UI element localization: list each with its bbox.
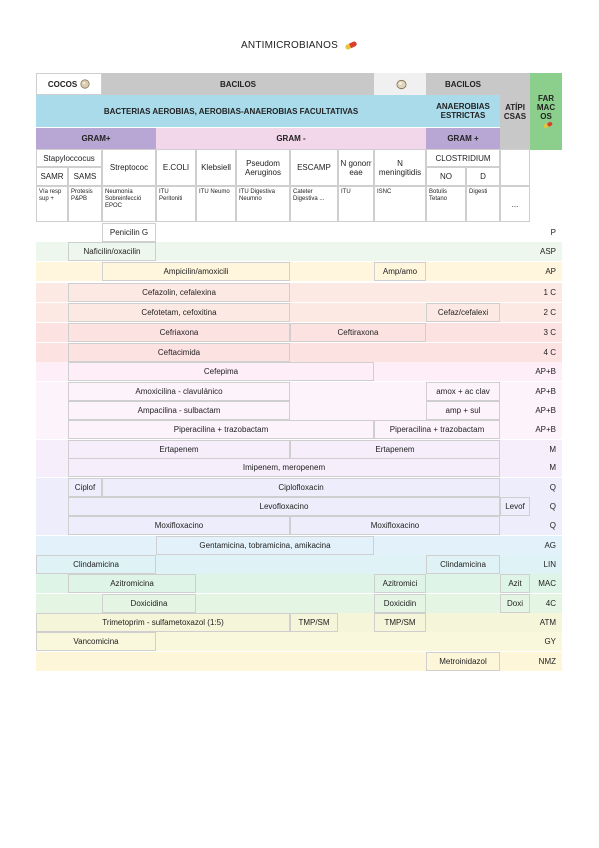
drug-cell-text: Cefaz/cefalexi: [437, 308, 489, 317]
drug-cell: [68, 323, 290, 342]
drug-class-label: [530, 632, 562, 651]
bacillus-icon: [396, 79, 407, 90]
header-aerobias: [36, 95, 426, 127]
header-streptococ: [102, 149, 156, 186]
drug-cell: [290, 440, 500, 459]
header-no-text: NO: [440, 172, 452, 181]
drug-cell-text: Azit: [508, 579, 522, 588]
header-d-text: D: [480, 172, 486, 181]
drug-class-label: [530, 458, 562, 477]
drug-class-label-text: 1 C: [543, 288, 556, 297]
header-gram-pos-2: [426, 128, 500, 149]
drug-class-label-text: LIN: [543, 560, 556, 569]
drug-class-label: [530, 303, 562, 322]
header-pseudom-text: Pseudom Aeruginos: [244, 158, 282, 177]
drug-cell: [102, 478, 500, 497]
drug-cell: [374, 594, 426, 613]
drug-cell: [68, 382, 290, 401]
infection-no-text: Botulis Tetano: [429, 189, 448, 202]
drug-class-label: [530, 323, 562, 342]
drug-class-label-text: AG: [544, 541, 556, 550]
drug-cell-text: Cefepima: [203, 367, 239, 376]
drug-cell: [426, 382, 500, 401]
header-escamp-text: ESCAMP: [297, 163, 331, 172]
drug-cell-text: Moxifloxacino: [154, 521, 204, 530]
drug-class-label-text: AP+B: [535, 425, 556, 434]
title-text: ANTIMICROBIANOS: [241, 40, 338, 51]
drug-cell-text: Trimetoprim - sulfametoxazol (1:5): [102, 618, 224, 627]
drug-cell-text: Clindamicina: [73, 560, 119, 569]
infection-no: [426, 186, 466, 222]
header-clostridium-text: CLOSTRIDIUM: [435, 153, 491, 163]
drug-cell-text: Ertapenem: [159, 445, 199, 454]
header-n-gonorr-text: N gonorr eae: [340, 158, 372, 177]
drug-cell: [290, 323, 426, 342]
drug-cell: [68, 516, 290, 535]
header-escamp: [290, 149, 338, 186]
drug-class-label-text: AP+B: [535, 406, 556, 415]
drug-cell-text: Levof: [505, 502, 525, 511]
drug-cell-text: Levofloxacino: [259, 502, 309, 511]
drug-cell: [102, 223, 156, 242]
drug-class-label: [530, 223, 562, 242]
drug-cell: [500, 574, 530, 593]
infection-nmen-text: ISNC: [377, 189, 392, 195]
drug-cell-text: TMP/SM: [298, 618, 330, 627]
drug-cell-text: Doxi: [506, 599, 523, 608]
drug-cell-text: Ampacilina - sulbactam: [137, 406, 221, 415]
infection-escamp-text: Cateter Digestiva ...: [293, 189, 325, 202]
header-anaerobias-text: ANAEROBIAS ESTRICTAS: [436, 102, 490, 120]
header-bacilos-2-text: BACILOS: [445, 79, 481, 89]
header-klebsiell: [196, 149, 236, 186]
header-d: [466, 167, 500, 186]
header-samr: [36, 167, 68, 186]
drug-class-label-text: ASP: [539, 247, 556, 256]
header-bacilos-2: [426, 73, 500, 95]
header-farmacos: [530, 73, 562, 150]
drug-cell-text: Clindamicina: [440, 560, 486, 569]
header-staphylococcus: [36, 149, 102, 167]
infection-ngon-text: ITU: [341, 189, 351, 195]
infection-samr: [36, 186, 68, 222]
header-cocos-text: COCOS: [47, 79, 78, 89]
header-staphylococcus-text: Stapyloccocus: [43, 153, 95, 163]
drug-class-label: [530, 594, 562, 613]
header-gram-neg: [156, 128, 426, 149]
drug-cell: [68, 478, 102, 497]
drug-class-label-text: Q: [549, 483, 556, 492]
drug-class-label-text: M: [549, 445, 556, 454]
drug-cell: [36, 555, 156, 574]
drug-class-label: [530, 420, 562, 439]
drug-class-label: [530, 516, 562, 535]
header-atipicas-text: ATÍPI CSAS: [503, 102, 527, 121]
drug-cell-text: Ampicilin/amoxicili: [163, 267, 229, 276]
drug-class-label-text: AP+B: [535, 367, 556, 376]
drug-cell: [68, 497, 500, 516]
header-gram-pos-1-text: GRAM+: [81, 134, 111, 143]
infection-pseud-text: ITU Digestiva Neumno: [239, 189, 276, 202]
drug-class-label-text: 4 C: [543, 348, 556, 357]
header-atip-empty: [500, 149, 530, 186]
drug-cell-text: Amoxicilina - clavulánico: [135, 387, 223, 396]
infection-atipicas: [500, 186, 530, 222]
drug-cell: [156, 536, 374, 555]
infection-ecoli: [156, 186, 196, 222]
header-samr-text: SAMR: [40, 172, 64, 181]
drug-cell-text: Metroinidazol: [439, 657, 487, 666]
drug-cell: [374, 613, 426, 632]
infection-strep-text: Neumonía Sobreinfecció EPOC: [105, 189, 142, 209]
drug-cell-text: amp + sul: [445, 406, 481, 415]
drug-class-label-text: Q: [549, 521, 556, 530]
header-n-mening-text: N meningitidis: [378, 158, 422, 177]
drug-cell: [68, 362, 374, 381]
drug-class-label-text: P: [550, 228, 556, 237]
drug-cell-text: Piperacilina + trazobactam: [173, 425, 269, 434]
drug-cell-text: Naficilin/oxacilin: [83, 247, 141, 256]
drug-cell: [290, 516, 500, 535]
infection-sams-text: Protesis P&PB: [71, 189, 93, 202]
drug-class-label: [530, 555, 562, 574]
drug-class-label-text: 4C: [545, 599, 556, 608]
infection-ecoli-text: ITU Peritoniti: [159, 189, 183, 202]
drug-cell-text: Imipenem, meropenem: [242, 463, 326, 472]
drug-cell-text: Azitromicina: [110, 579, 154, 588]
drug-cell-text: TMP/SM: [384, 618, 416, 627]
drug-cell-text: Gentamicina, tobramicina, amikacina: [199, 541, 331, 550]
header-sams: [68, 167, 102, 186]
infection-kleb-text: ITU Neumo: [199, 189, 230, 195]
drug-class-label-text: AP: [545, 267, 556, 276]
drug-cell-text: Piperacilina + trazobactam: [389, 425, 485, 434]
drug-cell: [36, 632, 156, 651]
drug-cell-text: Amp/amo: [382, 267, 418, 276]
drug-cell: [426, 401, 500, 420]
drug-cell: [500, 594, 530, 613]
drug-cell-text: Doxicidin: [383, 599, 417, 608]
drug-cell: [68, 303, 290, 322]
drug-cell-text: Cefotetam, cefoxitina: [141, 308, 217, 317]
drug-cell-text: Doxicidina: [130, 599, 168, 608]
header-gram-neg-text: GRAM -: [276, 134, 306, 143]
drug-cell-text: Ceftiraxona: [337, 328, 379, 337]
drug-cell-text: Ciplofloxacin: [278, 483, 324, 492]
drug-cell-text: Azitromici: [382, 579, 418, 588]
header-sams-text: SAMS: [73, 172, 97, 181]
drug-class-label-text: GY: [544, 637, 556, 646]
infection-strep: [102, 186, 156, 222]
header-ecoli-text: E.COLI: [162, 163, 190, 172]
infection-samr-text: Vía resp sup +: [39, 189, 62, 202]
drug-cell: [374, 420, 500, 439]
header-bacilos-1: [102, 73, 374, 95]
drug-class-label-text: Q: [549, 502, 556, 511]
drug-cell-text: Ertapenem: [375, 445, 415, 454]
header-pseudom: [236, 149, 290, 186]
drug-class-label: [530, 497, 562, 516]
drug-cell: [68, 440, 290, 459]
drug-cell: [290, 613, 338, 632]
drug-cell: [68, 420, 374, 439]
drug-cell-text: Ceftacimida: [157, 348, 201, 357]
drug-cell: [374, 262, 426, 281]
header-farmacos-text: FAR MAC OS: [536, 94, 556, 121]
drug-cell-text: Penicilin G: [109, 228, 149, 237]
drug-cell: [374, 574, 426, 593]
drug-cell: [68, 242, 156, 261]
infection-atipicas-text: ...: [511, 199, 519, 209]
header-aerobias-text: BACTERIAS AEROBIAS, AEROBIAS-ANAEROBIAS FACULTATIVAS: [103, 106, 359, 116]
drug-cell-text: Vancomicina: [73, 637, 119, 646]
header-gram-pos-2-text: GRAM +: [447, 134, 479, 143]
drug-class-label: [530, 440, 562, 459]
pill-capsule-icon: [543, 121, 553, 129]
drug-class-label-text: NMZ: [538, 657, 556, 666]
drug-class-label-text: 2 C: [543, 308, 556, 317]
header-clostridium: [426, 149, 500, 167]
drug-class-label-text: 3 C: [543, 328, 556, 337]
drug-class-label: [530, 478, 562, 497]
drug-cell: [68, 283, 290, 302]
drug-cell-text: amox + ac clav: [436, 387, 490, 396]
drug-cell-text: Cefriaxona: [159, 328, 199, 337]
drug-class-label: [530, 574, 562, 593]
drug-class-label: [530, 343, 562, 362]
infection-kleb: [196, 186, 236, 222]
drug-cell: [102, 594, 196, 613]
drug-class-label-text: MAC: [538, 579, 556, 588]
drug-class-label: [530, 283, 562, 302]
drug-class-label: [530, 382, 562, 401]
drug-cell: [426, 303, 500, 322]
drug-cell: [68, 458, 500, 477]
infection-escamp: [290, 186, 338, 222]
header-gram-pos-1: [36, 128, 156, 149]
drug-cell: [102, 262, 290, 281]
drug-class-label: [530, 242, 562, 261]
drug-cell-text: Moxifloxacino: [370, 521, 420, 530]
drug-class-label: [530, 613, 562, 632]
drug-class-label: [530, 362, 562, 381]
header-bacilos-icon-cell: [374, 73, 426, 95]
coccus-icon: [80, 79, 90, 89]
drug-class-label-text: AP+B: [535, 387, 556, 396]
drug-cell-text: Ciplof: [74, 483, 96, 492]
header-n-mening: [374, 149, 426, 186]
infection-d-text: Digesti: [469, 189, 488, 195]
header-no: [426, 167, 466, 186]
drug-cell: [500, 497, 530, 516]
drug-cell: [426, 555, 500, 574]
header-streptococ-text: Streptococ: [109, 163, 149, 172]
drug-class-label: [530, 652, 562, 671]
header-anaerobias: [426, 95, 500, 127]
header-atipicas: [500, 73, 530, 150]
drug-cell: [68, 574, 196, 593]
infection-pseud: [236, 186, 290, 222]
drug-cell: [426, 652, 500, 671]
drug-cell-text: Cefazolin, cefalexina: [142, 288, 216, 297]
infection-nmen: [374, 186, 426, 222]
drug-cell: [36, 613, 290, 632]
header-cocos: [36, 73, 102, 95]
header-ecoli: [156, 149, 196, 186]
drug-class-label: [530, 536, 562, 555]
drug-class-label-text: M: [549, 463, 556, 472]
drug-class-label: [530, 401, 562, 420]
header-bacilos-1-text: BACILOS: [220, 79, 256, 89]
drug-class-label-text: ATM: [539, 618, 556, 627]
drug-cell: [68, 343, 290, 362]
infection-sams: [68, 186, 102, 222]
infection-ngon: [338, 186, 374, 222]
drug-class-label: [530, 262, 562, 281]
infection-d: [466, 186, 500, 222]
drug-cell: [68, 401, 290, 420]
header-n-gonorr: [338, 149, 374, 186]
header-klebsiell-text: Klebsiell: [201, 163, 231, 172]
